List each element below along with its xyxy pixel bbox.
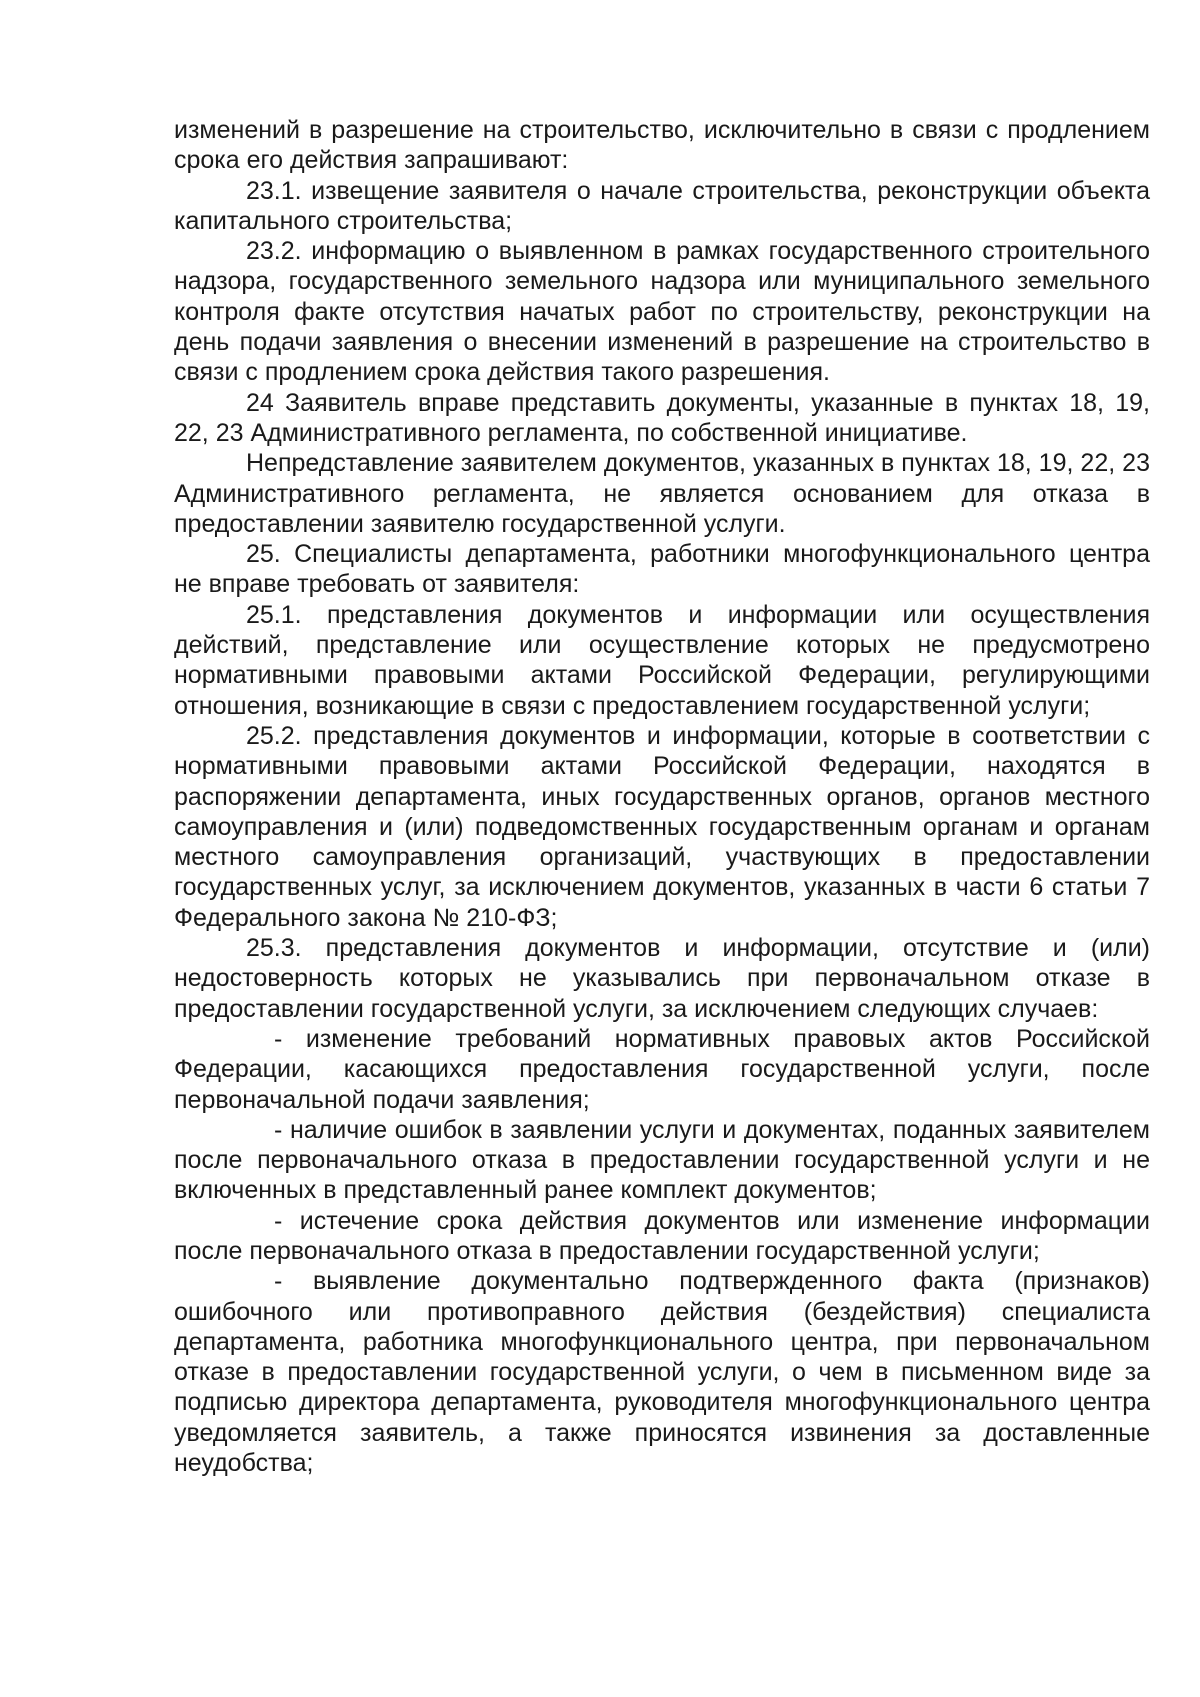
paragraph-23-1: 23.1. извещение заявителя о начале строительства, реконструкции объекта капитального строительства;	[174, 176, 1150, 235]
paragraph-25-2: 25.2. представления документов и информации, которые в соответствии с нормативными правовыми актами Российской Федерации, находятся в распоряжении департамента, иных государственных органов, органов местного самоуправления и (или) подведомственных государственным органам и органам местного самоуправления организаций, участвующих в предоставлении государственных услуг, за исключением документов, указанных в части 6 статьи 7 Федерального закона № 210-ФЗ;	[174, 721, 1150, 932]
paragraph-24-non-submission: Непредставление заявителем документов, указанных в пунктах 18, 19, 22, 23 Административного регламента, не является основанием для отказа в предоставлении заявителю государственной услуги.	[174, 449, 1150, 538]
paragraph-24: 24 Заявитель вправе представить документы, указанные в пунктах 18, 19, 22, 23 Административного регламента, по собственной инициативе.	[174, 388, 1150, 447]
document-page	[174, 115, 1150, 1478]
paragraph-25-3: 25.3. представления документов и информации, отсутствие и (или) недостоверность которых не указывались при первоначальном отказе в предоставлении государственной услуги, за исключением следующих случаев:	[174, 934, 1150, 1023]
list-item-expiry: - истечение срока действия документов или изменение информации после первоначального отказа в предоставлении государственной услуги;	[174, 1206, 1150, 1265]
paragraph-intro: изменений в разрешение на строительство, исключительно в связи с продлением срока его действия запрашивают:	[174, 116, 1150, 175]
paragraph-25-1: 25.1. представления документов и информации или осуществления действий, представление или осуществление которых не предусмотрено нормативными правовыми актами Российской Федерации, регулирующими отношения, возникающие в связи с предоставлением государственной услуги;	[174, 600, 1150, 720]
paragraph-25: 25. Специалисты департамента, работники многофункционального центра не вправе требовать от заявителя:	[174, 540, 1150, 599]
paragraph-23-2: 23.2. информацию о выявленном в рамках государственного строительного надзора, государственного земельного надзора или муниципального земельного контроля факте отсутствия начатых работ по строительству, реконструкции на день подачи заявления о внесении изменений в разрешение на строительство в связи с продлением срока действия такого разрешения.	[174, 237, 1150, 387]
list-item-requirements-change: - изменение требований нормативных правовых актов Российской Федерации, касающихся предоставления государственной услуги, после первоначальной подачи заявления;	[174, 1024, 1150, 1114]
list-item-errors: - наличие ошибок в заявлении услуги и документах, поданных заявителем после первоначального отказа в предоставлении государственной услуги и не включенных в представленный ранее комплект документов;	[174, 1115, 1150, 1205]
list-item-misconduct: - выявление документально подтвержденного факта (признаков) ошибочного или противоправного действия (бездействия) специалиста департамента, работника многофункционального центра, при первоначальном отказе в предоставлении государственной услуги, о чем в письменном виде за подписью директора департамента, руководителя многофункционального центра уведомляется заявитель, а также приносятся извинения за доставленные неудобства;	[174, 1267, 1150, 1478]
